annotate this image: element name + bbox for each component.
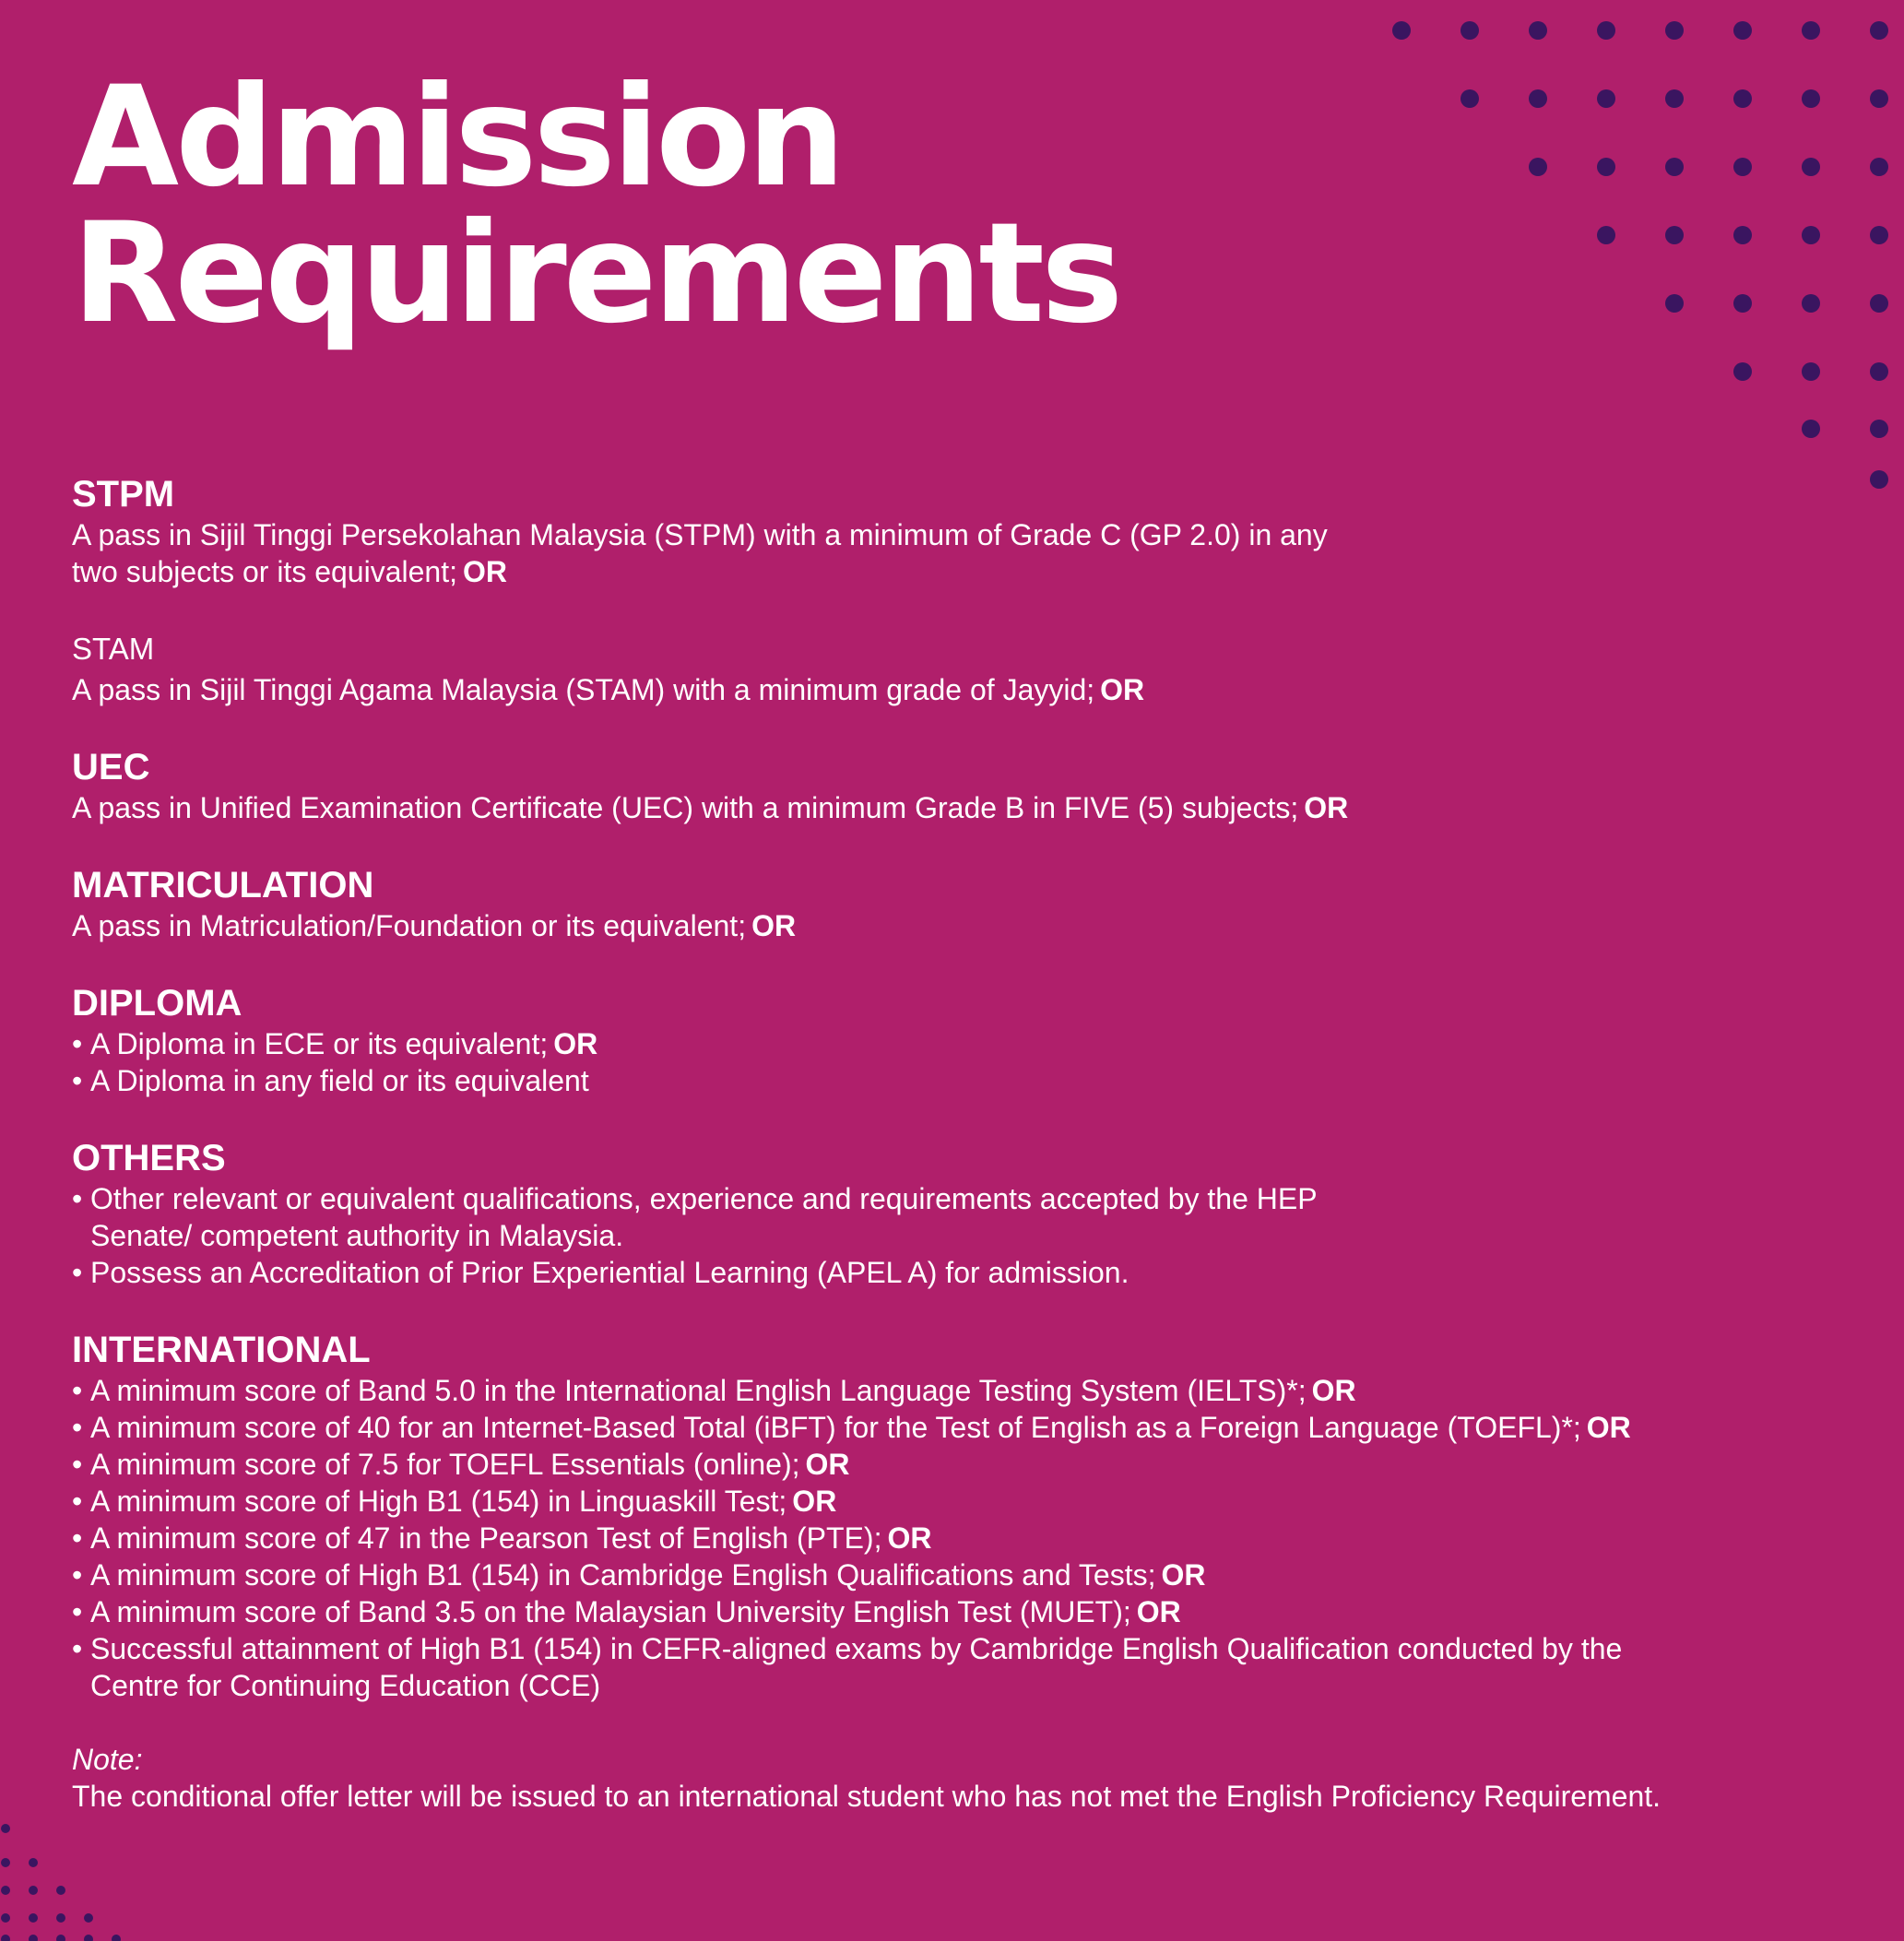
diploma-list bbox=[72, 1025, 1861, 1099]
page-title bbox=[72, 57, 1120, 354]
list-item: • A minimum score of Band 3.5 on the Malaysian University English Test (MUET); OR bbox=[72, 1593, 1658, 1630]
list-item: • A minimum score of Band 5.0 in the International English Language Testing System (IELTS)*; OR bbox=[72, 1372, 1658, 1409]
or-label: OR bbox=[1136, 1595, 1181, 1628]
section-international bbox=[72, 1328, 1658, 1704]
list-item: • A minimum score of 47 in the Pearson Test of English (PTE); OR bbox=[72, 1520, 1658, 1556]
or-label: OR bbox=[805, 1448, 850, 1481]
or-label: OR bbox=[1304, 791, 1349, 824]
section-stpm bbox=[72, 472, 1861, 590]
list-item: • Possess an Accreditation of Prior Experiential Learning (APEL A) for admission. bbox=[72, 1254, 1363, 1291]
list-item: • A minimum score of High B1 (154) in Cambridge English Qualifications and Tests; OR bbox=[72, 1556, 1658, 1593]
or-label: OR bbox=[887, 1521, 932, 1555]
others-list bbox=[72, 1180, 1363, 1291]
or-label: OR bbox=[751, 909, 797, 942]
note-text: The conditional offer letter will be issued to an international student who has not met the English Proficiency Requirement. bbox=[72, 1780, 1662, 1813]
list-item: • A Diploma in any field or its equivalent bbox=[72, 1062, 1861, 1099]
stam-text: A pass in Sijil Tinggi Agama Malaysia (STAM) with a minimum grade of Jayyid; OR bbox=[72, 673, 1145, 706]
or-label: OR bbox=[553, 1027, 598, 1060]
section-stam bbox=[72, 627, 1861, 708]
title-line-1: Admission bbox=[72, 57, 842, 218]
section-heading-uec: UEC bbox=[72, 747, 150, 787]
stpm-text-line-2: two subjects or its equivalent; OR bbox=[72, 555, 507, 588]
or-label: OR bbox=[1100, 673, 1145, 706]
section-heading-others: OTHERS bbox=[72, 1138, 226, 1178]
or-label: OR bbox=[1161, 1558, 1206, 1592]
stpm-text-line-1: A pass in Sijil Tinggi Persekolahan Malaysia (STPM) with a minimum of Grade C (GP 2.0) in any bbox=[72, 518, 1328, 551]
section-diploma bbox=[72, 981, 1861, 1099]
or-label: OR bbox=[462, 555, 507, 588]
section-heading-stpm: STPM bbox=[72, 474, 175, 515]
requirements-content bbox=[72, 472, 1861, 1852]
section-matriculation bbox=[72, 863, 1861, 944]
section-heading-matriculation: MATRICULATION bbox=[72, 865, 374, 905]
section-heading-diploma: DIPLOMA bbox=[72, 983, 242, 1024]
list-item: • Other relevant or equivalent qualifications, experience and requirements accepted by the HEP Senate/ competent authority in Malaysia. bbox=[72, 1180, 1363, 1254]
uec-text: A pass in Unified Examination Certificate (UEC) with a minimum Grade B in FIVE (5) subjects; OR bbox=[72, 791, 1349, 824]
or-label: OR bbox=[792, 1485, 837, 1518]
note-label: Note: bbox=[72, 1743, 143, 1776]
list-item: • A minimum score of 7.5 for TOEFL Essentials (online); OR bbox=[72, 1446, 1658, 1483]
section-others bbox=[72, 1136, 1363, 1291]
list-item: • A minimum score of High B1 (154) in Linguaskill Test; OR bbox=[72, 1483, 1658, 1520]
matriculation-text: A pass in Matriculation/Foundation or its equivalent; OR bbox=[72, 909, 797, 942]
decorative-dot-pattern bbox=[1388, 0, 1904, 516]
title-line-2: Requirements bbox=[72, 194, 1120, 354]
list-item: • A minimum score of 40 for an Internet-Based Total (iBFT) for the Test of English as a Foreign Language (TOEFL)*; OR bbox=[72, 1409, 1658, 1446]
list-item: • Successful attainment of High B1 (154) in CEFR-aligned exams by Cambridge English Qualification conducted by the Centre for Continuing Education (CCE) bbox=[72, 1630, 1658, 1704]
or-label: OR bbox=[1586, 1411, 1631, 1444]
international-list bbox=[72, 1372, 1658, 1704]
section-heading-stam: STAM bbox=[72, 632, 155, 666]
section-heading-international: INTERNATIONAL bbox=[72, 1330, 371, 1370]
section-uec bbox=[72, 745, 1861, 826]
or-label: OR bbox=[1311, 1374, 1356, 1407]
section-note bbox=[72, 1741, 1861, 1815]
list-item: • A Diploma in ECE or its equivalent; OR bbox=[72, 1025, 1861, 1062]
